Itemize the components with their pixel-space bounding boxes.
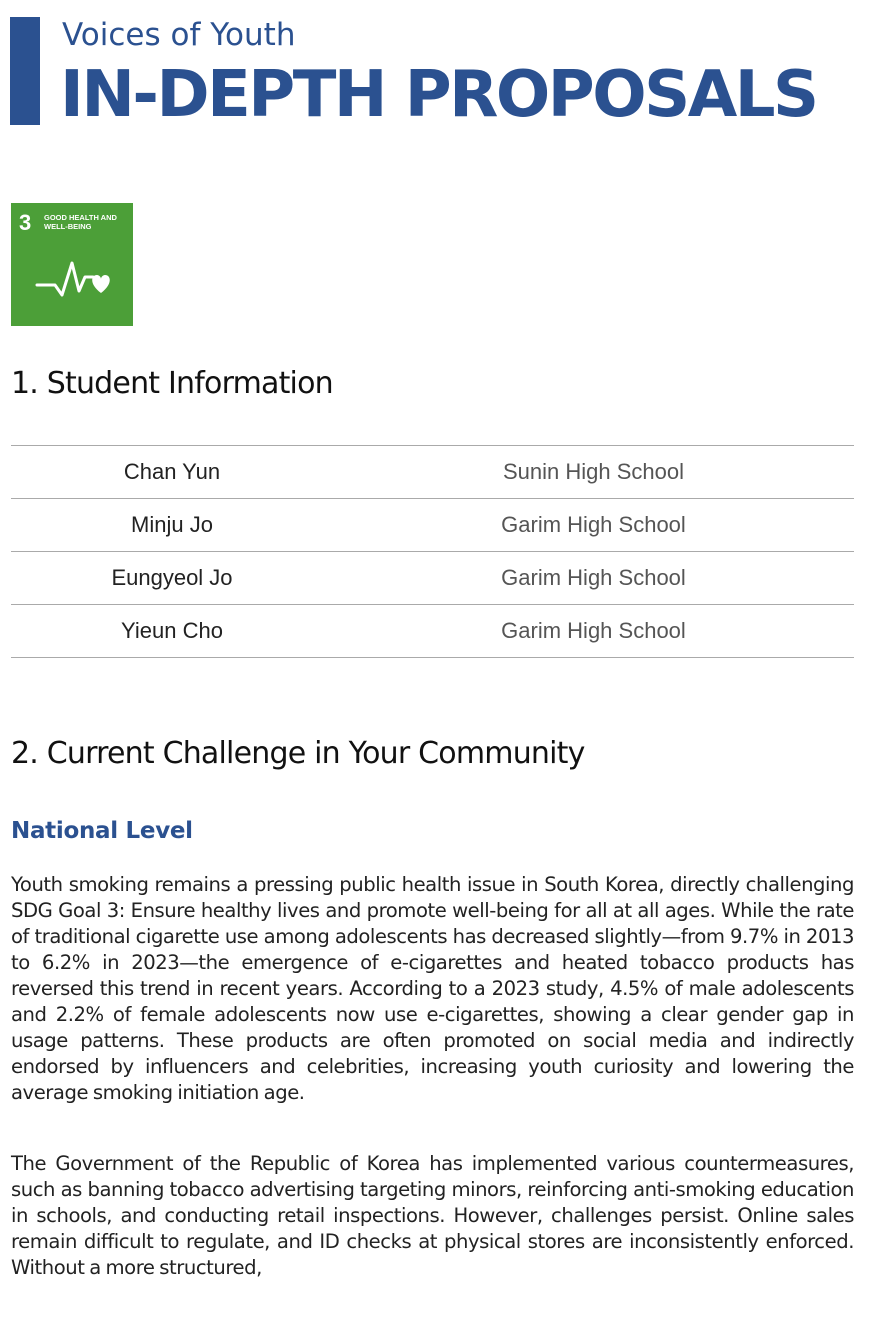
subsection-title-national-level: National Level [11,818,193,844]
body-paragraph: Youth smoking remains a pressing public health issue in South Korea, directly challenging SDG Goal 3: Ensure healthy lives and promote well-being for all at all ages. While the rate of traditional cigarette use among adolescents has decreased slightly—from 9.7% in 2013 to 6.2% in 2023—the emergence of e-cigarettes and heated tobacco products has reversed this trend in recent years. According to a 2023 study, 4.5% of male adolescents and 2.2% of female adolescents now use e-cigarettes, showing a clear gender gap in usage patterns. These products are often promoted on social media and indirectly endorsed by influencers and celebrities, increasing youth curiosity and lowering the average smoking initiation age. [11,873,854,1104]
body-paragraph: The Government of the Republic of Korea has implemented various countermeasures, such as banning tobacco advertising targeting minors, reinforcing anti-smoking education in schools, and conducting retail inspections. However, challenges persist. Online sales remain difficult to regulate, and ID checks at physical stores are inconsistently enforced. Without a more structured, [11,1152,854,1279]
student-school: Garim High School [501,565,686,590]
student-school: Garim High School [501,512,686,537]
sdg-label: GOOD HEALTH AND WELL-BEING [44,213,117,232]
table-row [11,446,854,499]
section-title-current-challenge: 2. Current Challenge in Your Community [11,736,585,771]
table-row [11,499,854,552]
sdg-badge [11,203,133,326]
header-subtitle: Voices of Youth [62,17,296,53]
section-title-student-information: 1. Student Information [11,366,333,401]
table-row [11,605,854,658]
student-table [11,445,854,658]
table-row [11,552,854,605]
header-accent-bar [10,17,40,125]
header-title: IN-DEPTH PROPOSALS [60,58,817,132]
student-name: Eungyeol Jo [111,565,233,590]
sdg-number: 3 [19,210,32,235]
student-name: Yieun Cho [121,618,223,643]
student-name: Chan Yun [123,459,221,484]
student-name: Minju Jo [131,512,213,537]
student-school: Garim High School [501,618,686,643]
student-school: Sunin High School [502,459,684,484]
heartbeat-heart-icon [35,247,115,303]
